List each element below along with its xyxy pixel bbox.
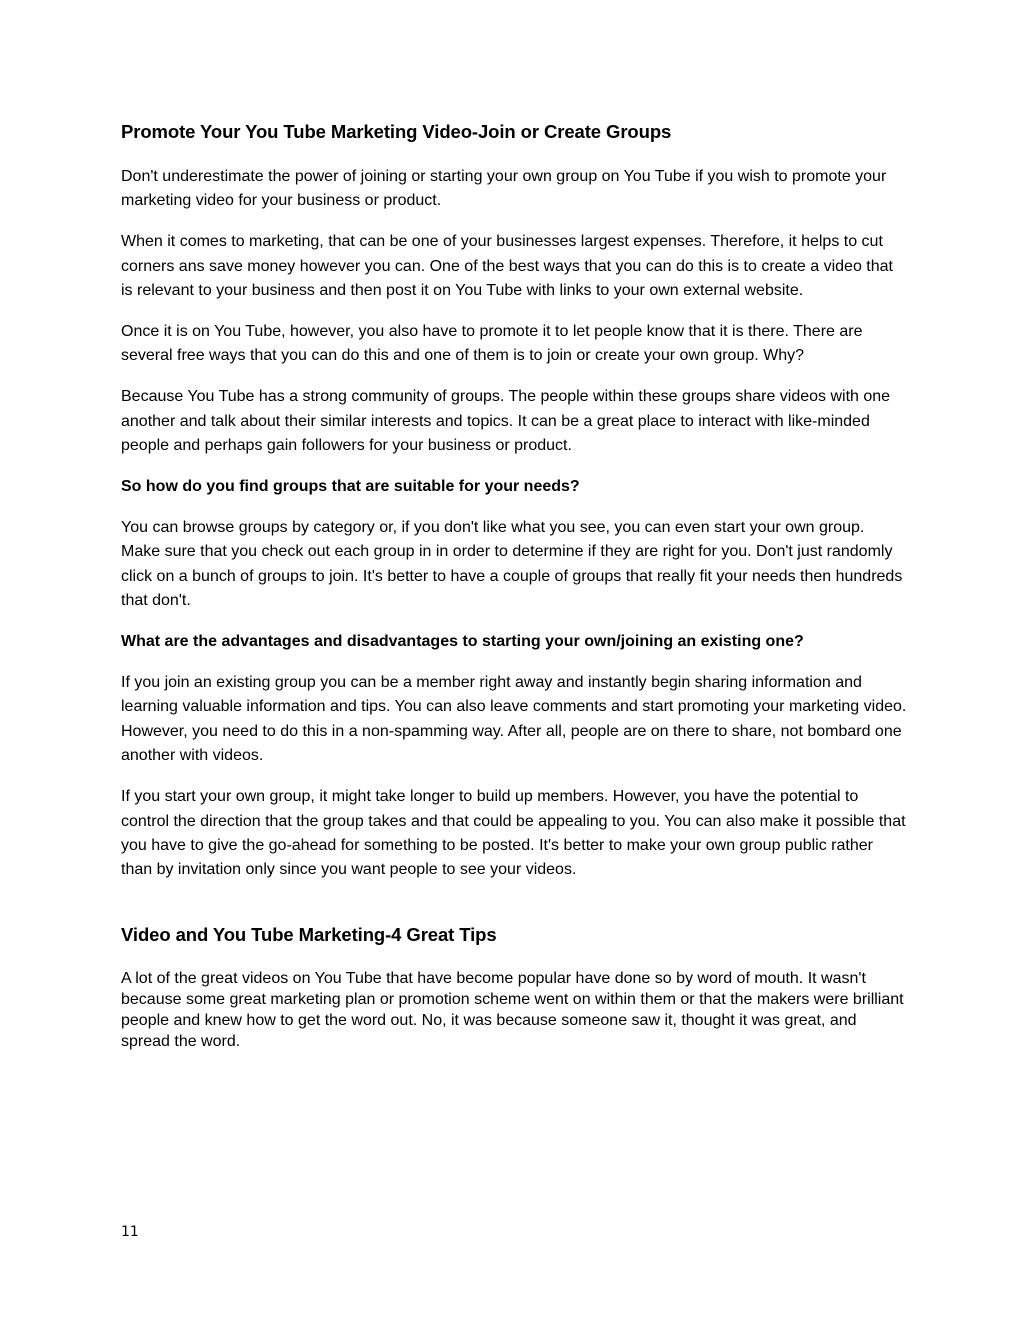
paragraph: If you start your own group, it might take longer to build up members. However, you have the potential to control the direction that the group takes and that could be appealing to you. You can also make it possible that you have to give the go-ahead for something to be posted. It's better to make your own group public rather than by invitation only since you want people to see your videos. <box>121 788 906 879</box>
page-number: 11 <box>121 1224 139 1240</box>
paragraph: Because You Tube has a strong community of groups. The people within these groups share videos with one another and talk about their similar interests and topics. It can be a great place to interact with like-minded people and perhaps gain followers for your business or product. <box>121 388 891 455</box>
section-video-tips <box>121 921 907 1052</box>
section-title: Video and You Tube Marketing-4 Great Tips <box>121 923 497 945</box>
subheading: What are the advantages and disadvantages to starting your own/joining an existing one? <box>121 633 804 651</box>
subheading: So how do you find groups that are suitable for your needs? <box>121 478 580 496</box>
paragraph: A lot of the great videos on You Tube that have become popular have done so by word of mouth. It wasn't because some great marketing plan or promotion scheme went on within them or that the makers were brilliant people and knew how to get the word out. No, it was because someone saw it, thought it was great, and spread the word. <box>121 969 904 1050</box>
paragraph: When it comes to marketing, that can be one of your businesses largest expenses. Therefore, it helps to cut corners ans save money however you can. One of the best ways that you can do this is to create a video that is relevant to your business and then post it on You Tube with links to your own external website. <box>121 233 893 300</box>
paragraph: You can browse groups by category or, if you don't like what you see, you can even start your own group. Make sure that you check out each group in in order to determine if they are right for you. Don't just randomly click on a bunch of groups to join. It's better to have a couple of groups that really fit your needs then hundreds that don't. <box>121 518 903 610</box>
document-page <box>121 118 907 1068</box>
paragraph: If you join an existing group you can be a member right away and instantly begin sharing information and learning valuable information and tips. You can also leave comments and start promoting your marketing video. However, you need to do this in a non-spamming way. After all, people are on there to share, not bombard one another with videos. <box>121 674 907 765</box>
section-title: Promote Your You Tube Marketing Video-Join or Create Groups <box>121 121 672 142</box>
paragraph: Don't underestimate the power of joining or starting your own group on You Tube if you wish to promote your marketing video for your business or product. <box>121 168 887 210</box>
paragraph: Once it is on You Tube, however, you also have to promote it to let people know that it is there. There are several free ways that you can do this and one of them is to join or create your own group. Why? <box>121 323 863 365</box>
section-promote-groups <box>121 118 907 883</box>
